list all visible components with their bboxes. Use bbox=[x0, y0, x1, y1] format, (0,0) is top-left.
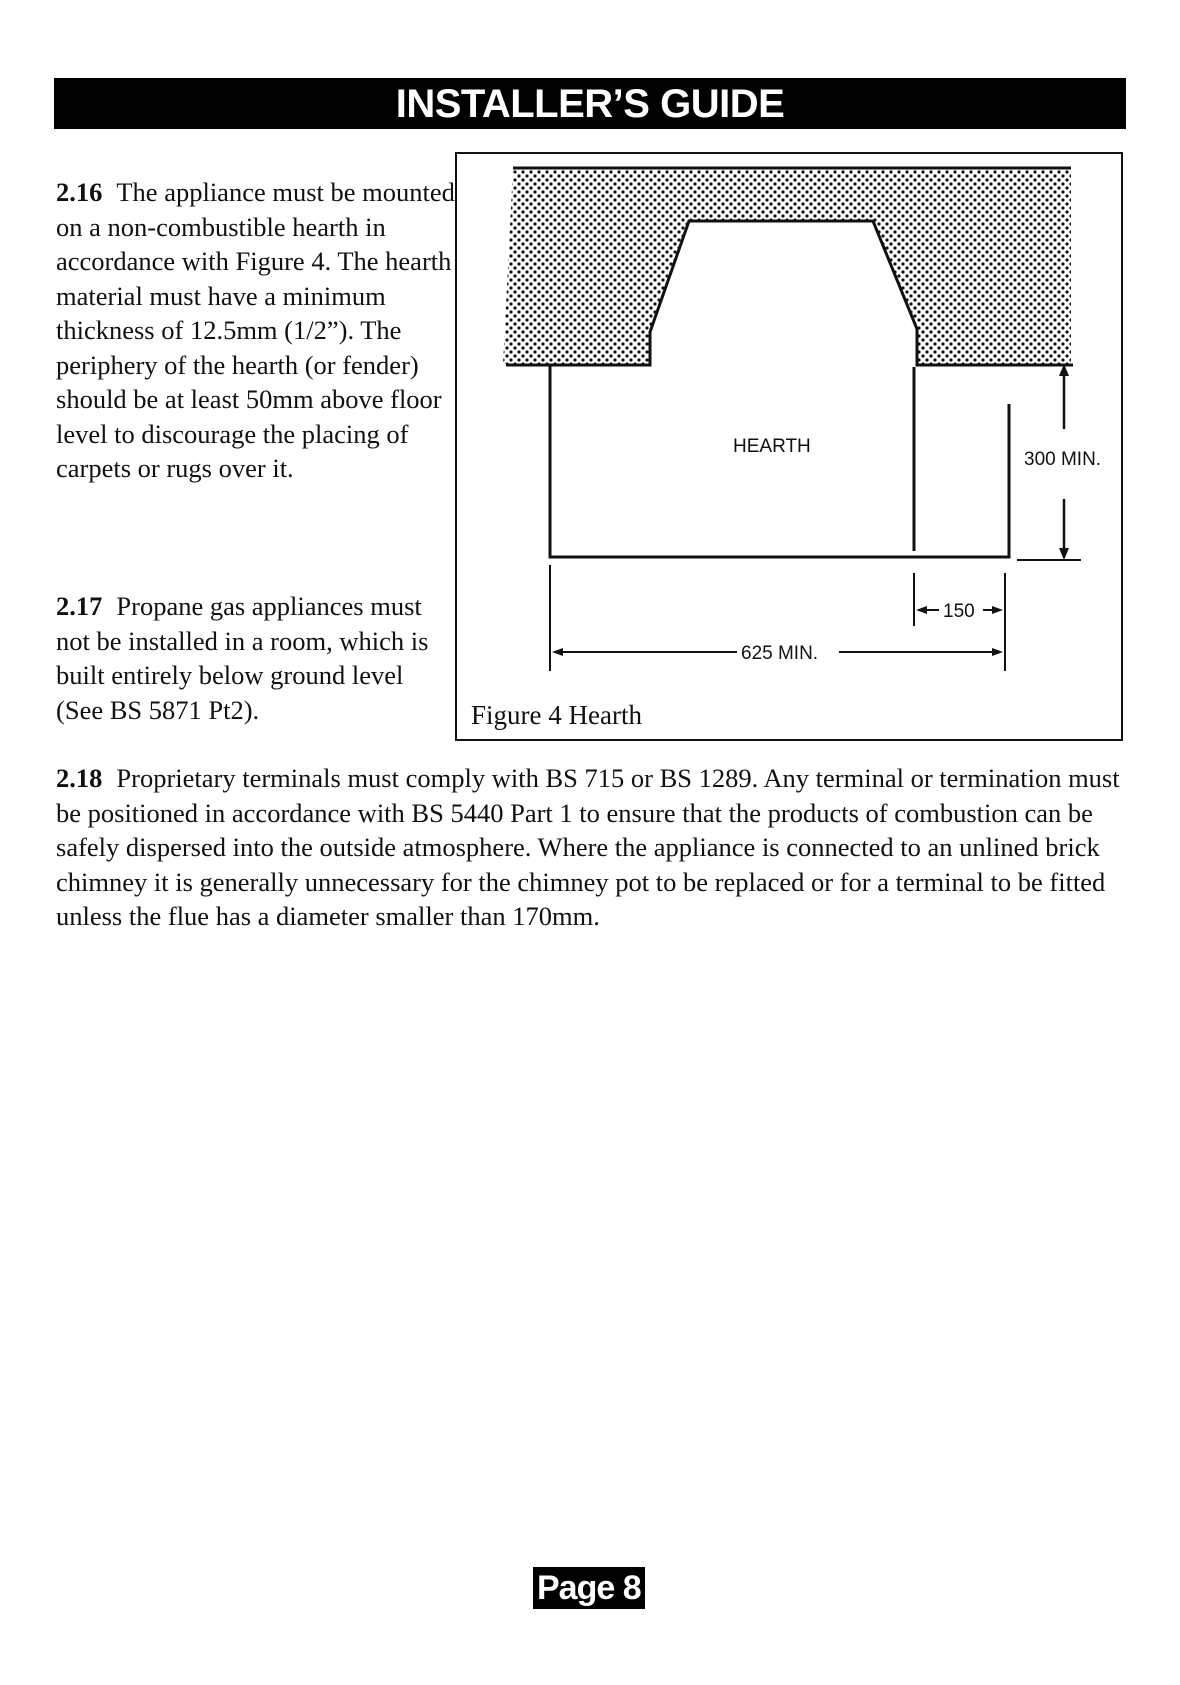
side-label: 150 bbox=[943, 601, 975, 622]
wall-stipple bbox=[503, 168, 1071, 364]
section-2-16 bbox=[56, 175, 456, 486]
section-2-17 bbox=[56, 589, 456, 727]
header-title: INSTALLER’S GUIDE bbox=[395, 82, 785, 126]
depth-label: 300 MIN. bbox=[1024, 449, 1102, 470]
section-number: 2.16 bbox=[56, 177, 103, 207]
page-number: Page 8 bbox=[533, 1567, 645, 1609]
hearth-outline bbox=[550, 365, 1009, 557]
width-label: 625 MIN. bbox=[741, 643, 819, 664]
page-header bbox=[54, 78, 1126, 129]
section-2-18 bbox=[56, 761, 1126, 934]
section-number: 2.17 bbox=[56, 591, 103, 621]
figure-hearth bbox=[455, 152, 1123, 741]
section-text: Propane gas appliances must not be installed in a room, which is built entirely below ground level (See BS 5871 Pt2). bbox=[56, 591, 429, 725]
section-text: Proprietary terminals must comply with BS 715 or BS 1289. Any terminal or termination must be positioned in accordance with BS 5440 Part 1 to ensure that the products of combustion can be safely dispersed into the outside atmosphere. Where the appliance is connected to an unlined brick chimney it is generally unnecessary for the chimney pot to be replaced or for a terminal to be fitted unless the flue has a diameter smaller than 170mm. bbox=[56, 763, 1120, 931]
section-number: 2.18 bbox=[56, 763, 103, 793]
hearth-label: HEARTH bbox=[733, 436, 811, 457]
figure-caption: Figure 4 Hearth bbox=[471, 700, 642, 730]
section-text: The appliance must be mounted on a non-combustible hearth in accordance with Figure 4. The hearth material must have a minimum thickness of 12.5mm (1/2”). The periphery of the hearth (or fender) should be at least 50mm above floor level to discourage the placing of carpets or rugs over it. bbox=[56, 177, 455, 483]
hearth-diagram bbox=[457, 154, 1125, 743]
